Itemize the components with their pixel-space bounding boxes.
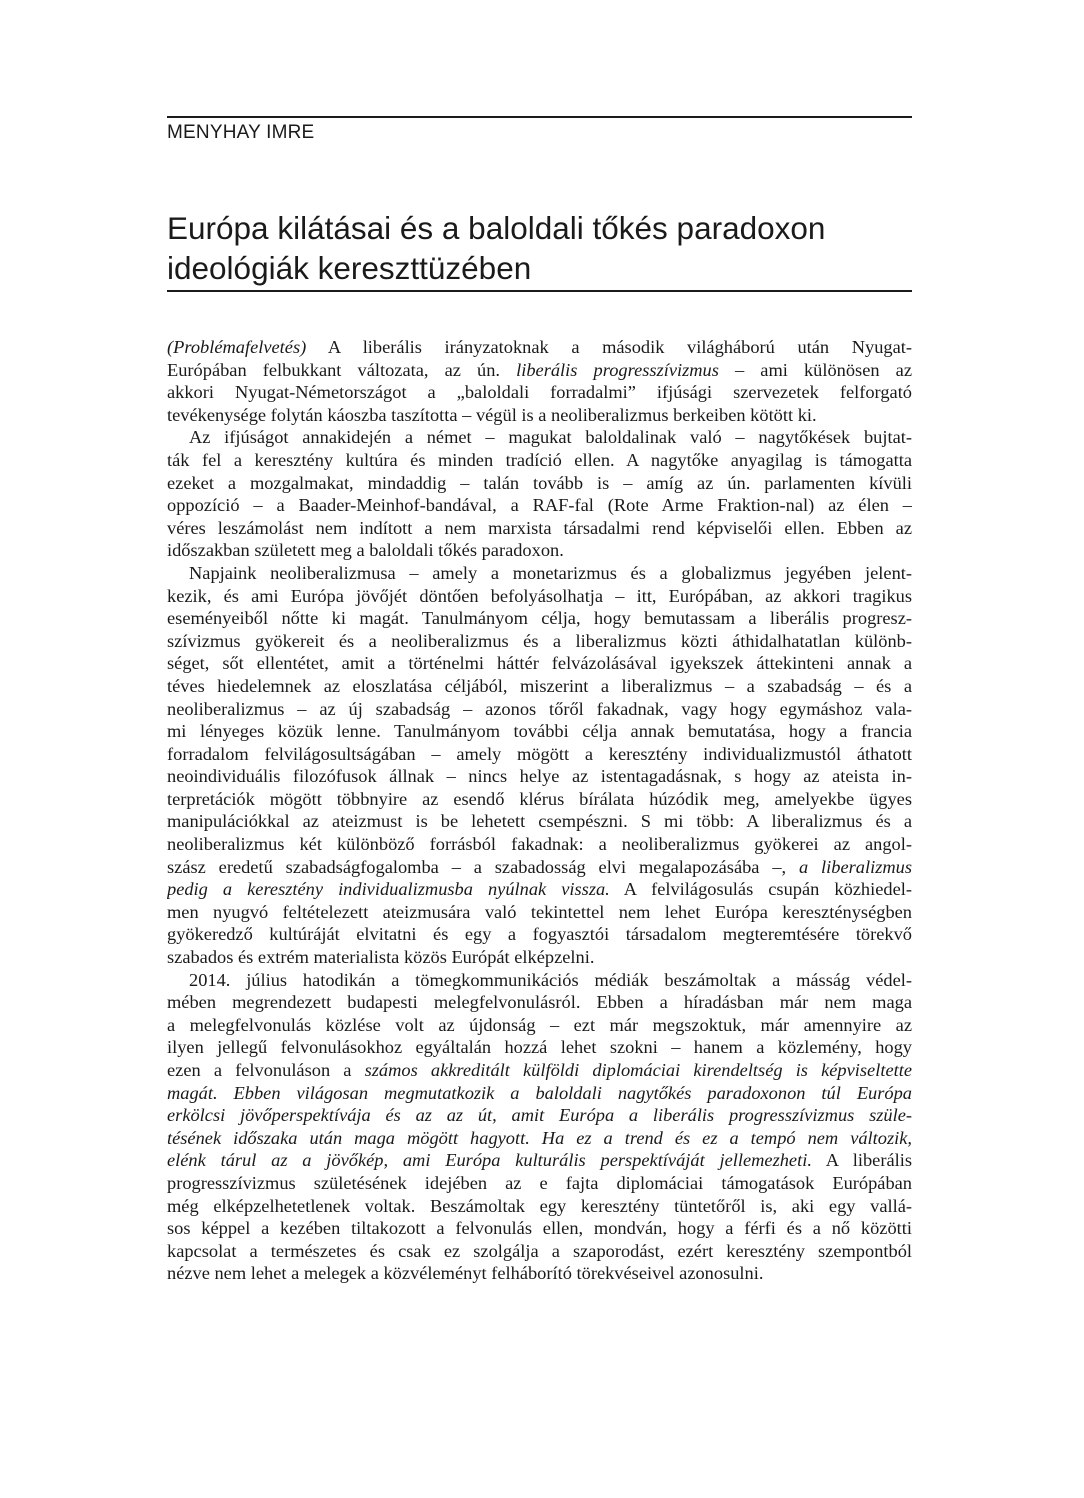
header-rule bbox=[167, 116, 912, 118]
article-body bbox=[167, 336, 912, 1285]
text-line: progresszívizmus születésének idejében az e fajta diplomáciai támogatások Európában bbox=[167, 1172, 912, 1193]
text-line: gyökeredző kultúráját elvitatni és egy a fogyasztói társadalom megteremtésére törekvő bbox=[167, 924, 912, 945]
text-span: szász eredetű szabadságfogalomba – a szabadosság elvi megalapozásába –, bbox=[167, 856, 799, 877]
text-line: szabados és extrém materialista közös Európát elképzelni. bbox=[167, 947, 595, 968]
article-title bbox=[167, 208, 912, 288]
text-line: séget, sőt ellentétet, amit a történelmi háttér felvázolásával igyekszek áttekinteni annak a bbox=[167, 653, 912, 674]
text-line: mében megrendezett budapesti melegfelvonulásról. Ebben a híradásban már nem maga bbox=[167, 992, 912, 1013]
text-line: kezik, és ami Európa jövőjét döntően befolyásolhatja – itt, Európában, az akkori tragikus bbox=[167, 585, 912, 606]
title-rule bbox=[167, 290, 912, 292]
text-line: időszakban született meg a baloldali tőkés paradoxon. bbox=[167, 540, 564, 561]
text-line: men nyugvó feltételezett ateizmusára való tekintettel nem lehet Európa kereszténységben bbox=[167, 901, 912, 922]
text-line: sos képpel a kezében tiltakozott a felvonulás ellen, mondván, hogy a férfi és a nő közötti bbox=[167, 1218, 912, 1239]
text-line bbox=[167, 336, 912, 359]
text-span: Európában felbukkant változata, az ún. bbox=[167, 359, 517, 380]
text-line: eseményeiből nőtte ki magát. Tanulmányom célja, hogy bemutassam a liberális progresz- bbox=[167, 608, 912, 629]
text-span: – ami különösen az bbox=[718, 359, 912, 380]
text-line bbox=[167, 1149, 912, 1172]
text-line: 2014. július hatodikán a tömegkommunikációs médiák beszámoltak a másság védel- bbox=[189, 969, 912, 990]
text-line: ilyen jellegű felvonulásokhoz egyáltalán hozzá lehet szokni – hanem a közlemény, hogy bbox=[167, 1037, 912, 1058]
title-line: Európa kilátásai és a baloldali tőkés paradoxon bbox=[167, 210, 826, 246]
text-span: A liberális irányzatoknak a második világháború után Nyugat- bbox=[306, 337, 912, 357]
text-line: neoliberalizmus két különböző forrásból fakadnak: a neoliberalizmus gyökerei az angol- bbox=[167, 834, 912, 855]
paragraph-2 bbox=[167, 426, 912, 562]
paragraph-3 bbox=[167, 562, 912, 969]
text-line: magát. Ebben világosan megmutatkozik a baloldali nagytőkés paradoxonon túl Európa bbox=[167, 1082, 912, 1103]
italic-span: számos akkreditált külföldi diplomáciai kirendeltség is képviseltette bbox=[364, 1060, 912, 1080]
paragraph-1 bbox=[167, 336, 912, 426]
text-line: tésének időszaka után maga mögött hagyott. Ha ez a trend és ez a tempó nem változik, bbox=[167, 1127, 912, 1148]
text-line bbox=[167, 359, 912, 382]
text-line: a melegfelvonulás közlése volt az újdonság – ezt már megszoktuk, már amennyire az bbox=[167, 1014, 912, 1035]
text-line: még elképzelhetetlenek voltak. Beszámoltak egy keresztény tüntetőről is, aki egy vallá- bbox=[167, 1195, 912, 1216]
text-line: ezeket a mozgalmakat, mindaddig – talán tovább is – amíg az ún. parlamenten kívüli bbox=[167, 472, 912, 493]
paragraph-4 bbox=[167, 969, 912, 1285]
text-line: kapcsolat a természetes és csak ez szolgálja a szaporodást, ezért keresztény szempontból bbox=[167, 1240, 912, 1261]
italic-span: elénk tárul az a jövőkép, ami Európa kulturális perspektíváját jellemezheti. bbox=[167, 1150, 812, 1171]
text-line bbox=[167, 856, 912, 879]
text-span: A liberális bbox=[811, 1150, 912, 1171]
text-line: oppozíció – a Baader-Meinhof-bandával, a RAF-fal (Rote Arme Fraktion-nal) az élen – bbox=[167, 495, 912, 516]
text-span: ezen a felvonuláson a bbox=[167, 1060, 365, 1080]
title-line: ideológiák kereszttüzében bbox=[167, 250, 532, 286]
text-line: Az ifjúságot annakidején a német – magukat baloldalinak való – nagytőkések bujtat- bbox=[189, 427, 912, 448]
text-line: forradalom felvilágosultságában – amely mögött a keresztény individualizmustól áthatott bbox=[167, 743, 912, 764]
text-line: neoindividuális filozófusok állnak – nincs helye az istentagadásnak, s hogy az ateista in- bbox=[167, 766, 912, 787]
italic-span: pedig a keresztény individualizmusba nyúlnak vissza. bbox=[167, 879, 610, 900]
text-line: erkölcsi jövőperspektívája és az az út, amit Európa a liberális progresszívizmus szüle- bbox=[167, 1105, 912, 1126]
italic-span: a liberalizmus bbox=[799, 856, 912, 877]
text-line: ták fel a keresztény kultúra és minden tradíció ellen. A nagytőke anyagilag is támogatta bbox=[167, 449, 912, 470]
running-header-author: MENYHAY IMRE bbox=[167, 122, 315, 143]
text-line: véres leszámolást nem indított a nem marxista társadalmi rend képviselői ellen. Ebben az bbox=[167, 517, 912, 538]
italic-span: (Problémafelvetés) bbox=[167, 337, 307, 357]
italic-span: liberális progresszívizmus bbox=[516, 359, 719, 380]
text-span: A felvilágosulás csupán közhiedel- bbox=[609, 879, 912, 900]
text-line: manipulációkkal az ateizmust is be lehetett csempészni. S mi több: A liberalizmus és a bbox=[167, 811, 912, 832]
text-line: szívizmus gyökereit és a neoliberalizmus és a liberalizmus közti áthidalhatatlan különb- bbox=[167, 630, 912, 651]
text-line: terpretációk mögött többnyire az esendő klérus bírálata húzódik meg, amelyekbe ügyes bbox=[167, 788, 912, 809]
text-line: akkori Nyugat-Németországot a „baloldali forradalmi” ifjúsági szervezetek felforgató bbox=[167, 382, 912, 403]
text-line bbox=[167, 1059, 912, 1082]
text-line: Napjaink neoliberalizmusa – amely a monetarizmus és a globalizmus jegyében jelent- bbox=[189, 562, 912, 583]
text-line: neoliberalizmus – az új szabadság – azonos tőről fakadnak, vagy hogy egymáshoz vala- bbox=[167, 698, 912, 719]
text-line: téves hiedelemnek az eloszlatása céljából, miszerint a liberalizmus – a szabadság – és a bbox=[167, 675, 912, 696]
text-line: nézve nem lehet a melegek a közvéleményt felháborító törekvéseivel azonosulni. bbox=[167, 1263, 764, 1284]
text-line bbox=[167, 878, 912, 901]
text-line: mi lényeges közük lenne. Tanulmányom további célja annak bemutatása, hogy a francia bbox=[167, 721, 912, 742]
text-line: tevékenysége folytán káoszba taszította – végül is a neoliberalizmus berkeiben kötött ki. bbox=[167, 404, 817, 425]
